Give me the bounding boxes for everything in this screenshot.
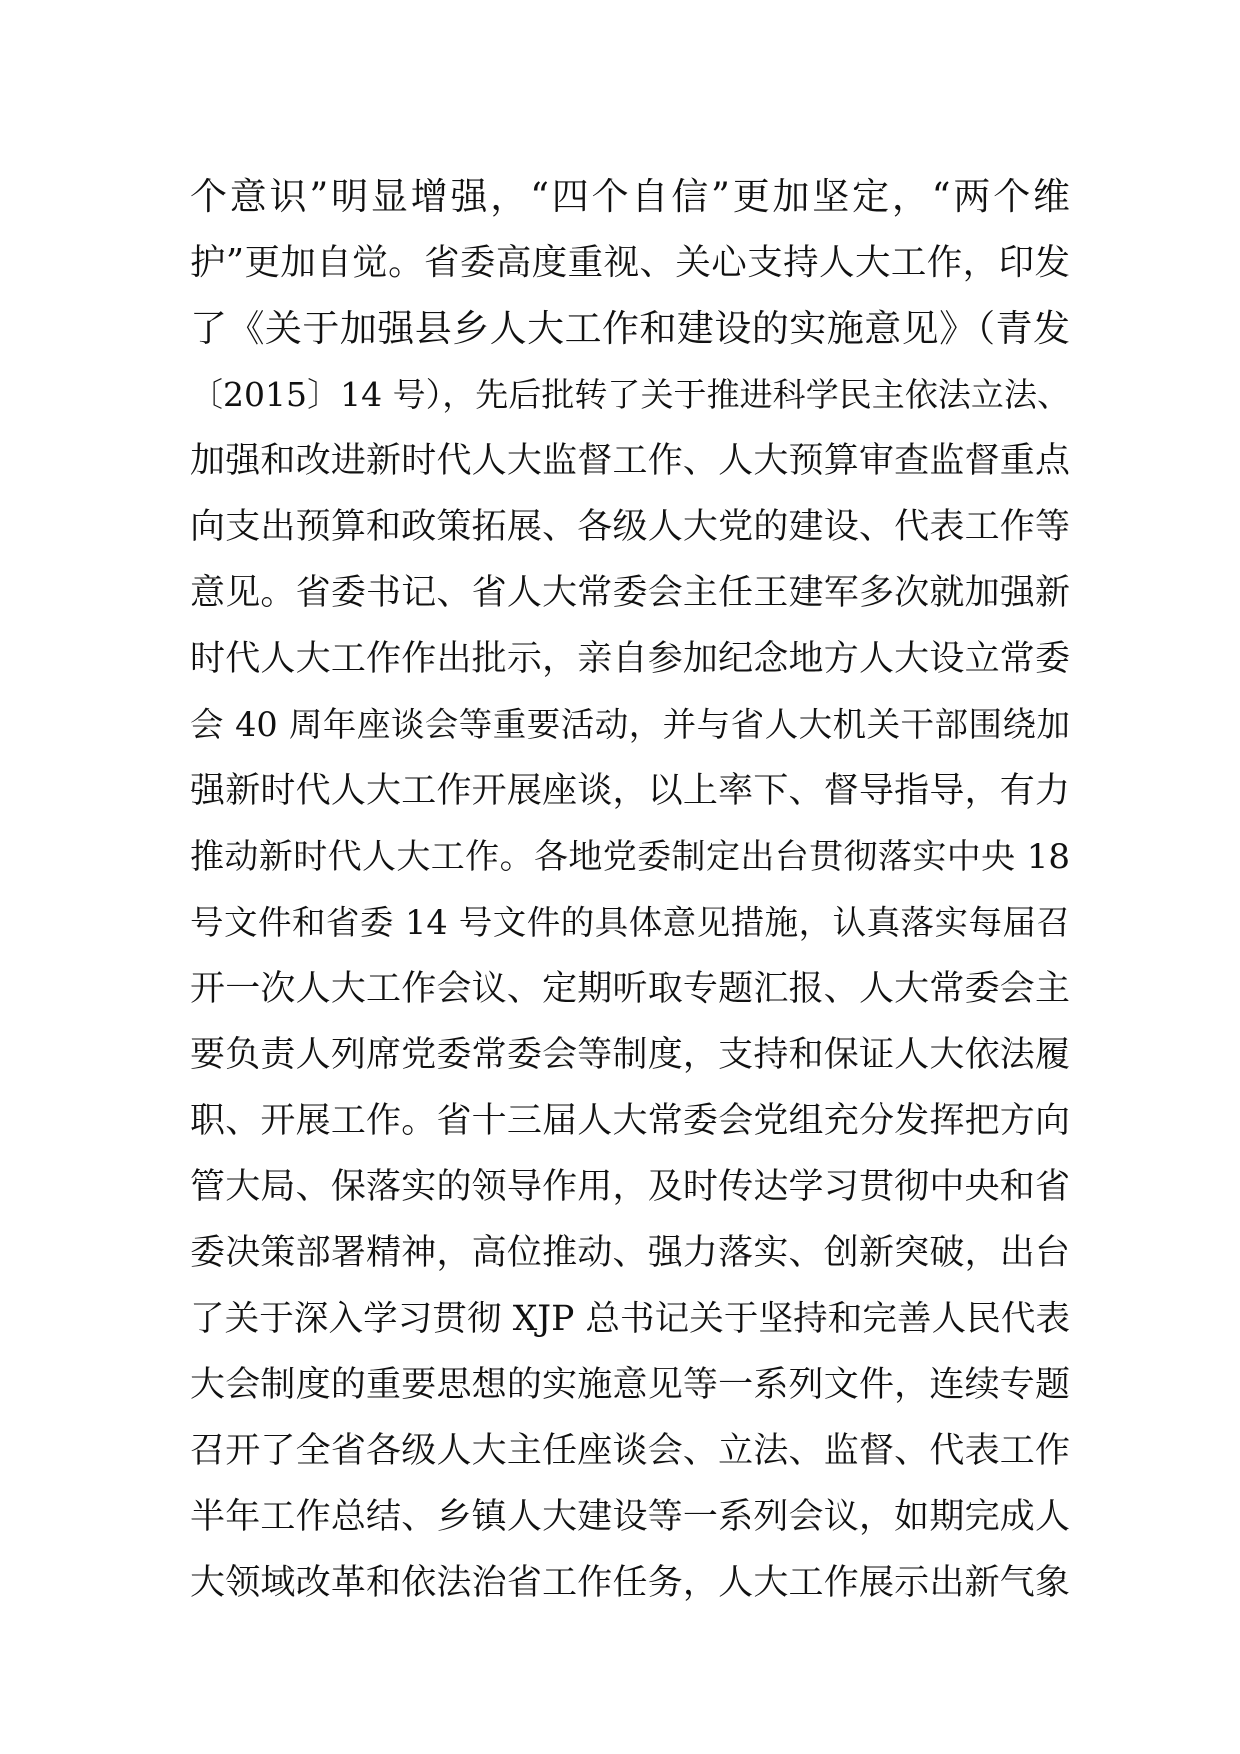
text-line: 护”更加自觉。省委高度重视、关心支持人大工作，印发 [190, 242, 1070, 283]
text-line: 个意识”明显增强，“四个自信”更加坚定，“两个维 [190, 175, 1070, 218]
text-line: 时代人大工作作出批示，亲自参加纪念地方人大设立常委 [190, 639, 1070, 679]
text-line: 大会制度的重要思想的实施意见等一系列文件，连续专题 [190, 1365, 1070, 1405]
text-line: 大领域改革和依法治省工作任务，人大工作展示出新气象 [190, 1563, 1070, 1603]
text-line: 推动新时代人大工作。各地党委制定出台贯彻落实中央 18 [190, 837, 1070, 877]
text-line: 加强和改进新时代人大监督工作、人大预算审查监督重点 [190, 441, 1070, 481]
text-line: 意见。省委书记、省人大常委会主任王建军多次就加强新 [190, 573, 1070, 613]
text-line: 会 40 周年座谈会等重要活动，并与省人大机关干部围绕加 [190, 705, 1070, 744]
text-line: 向支出预算和政策拓展、各级人大党的建设、代表工作等 [190, 507, 1070, 547]
text-line: 管大局、保落实的领导作用，及时传达学习贯彻中央和省 [190, 1167, 1070, 1207]
text-line: 委决策部署精神，高位推动、强力落实、创新突破，出台 [190, 1233, 1070, 1273]
text-line: 了《关于加强县乡人大工作和建设的实施意见》（青发 [190, 307, 1070, 350]
body-paragraph [190, 164, 1070, 1616]
text-line: 职、开展工作。省十三届人大常委会党组充分发挥把方向 [190, 1101, 1070, 1141]
text-line: 了关于深入学习贯彻 XJP 总书记关于坚持和完善人民代表 [190, 1299, 1070, 1339]
text-line: 召开了全省各级人大主任座谈会、立法、监督、代表工作 [190, 1431, 1070, 1471]
text-line: 开一次人大工作会议、定期听取专题汇报、人大常委会主 [190, 969, 1070, 1009]
text-line: 要负责人列席党委常委会等制度，支持和保证人大依法履 [190, 1035, 1070, 1075]
text-line: 号文件和省委 14 号文件的具体意见措施，认真落实每届召 [190, 903, 1070, 942]
text-line: 〔2015〕14 号），先后批转了关于推进科学民主依法立法、 [190, 375, 1070, 414]
text-line: 强新时代人大工作开展座谈，以上率下、督导指导，有力 [190, 771, 1070, 811]
text-line: 半年工作总结、乡镇人大建设等一系列会议，如期完成人 [190, 1497, 1070, 1537]
